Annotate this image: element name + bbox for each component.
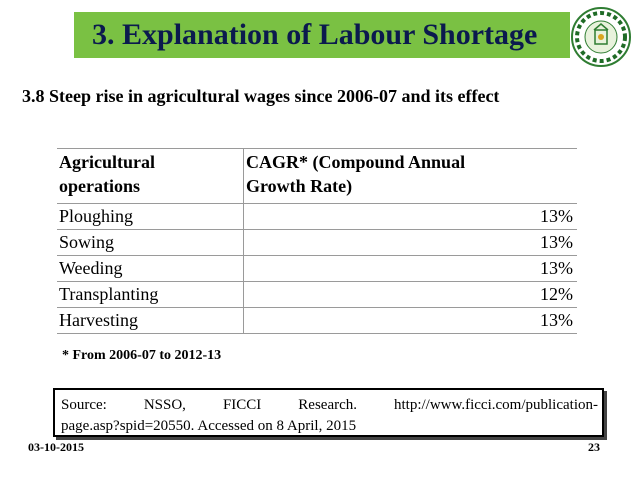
operation-cell: Transplanting: [57, 282, 244, 308]
operation-cell: Weeding: [57, 256, 244, 282]
cagr-cell: 12%: [244, 282, 578, 308]
header-cagr: CAGR* (Compound Annual Growth Rate): [244, 149, 578, 204]
cagr-cell: 13%: [244, 308, 578, 334]
cagr-cell: 13%: [244, 256, 578, 282]
institute-logo-icon: [570, 6, 632, 68]
footnote: * From 2006-07 to 2012-13: [62, 348, 222, 363]
source-line-1: Source: NSSO, FICCI Research. http://www.ficci.com/publication-: [61, 395, 598, 416]
table-row: [57, 230, 577, 256]
slide-title: 3. Explanation of Labour Shortage: [92, 18, 538, 51]
source-box: [53, 388, 604, 437]
operation-cell: Ploughing: [57, 204, 244, 230]
cagr-table: [57, 148, 577, 334]
table-row: [57, 308, 577, 334]
cagr-cell: 13%: [244, 204, 578, 230]
operation-cell: Sowing: [57, 230, 244, 256]
table-row: [57, 204, 577, 230]
table-row: [57, 256, 577, 282]
cagr-cell: 13%: [244, 230, 578, 256]
source-line-2: page.asp?spid=20550. Accessed on 8 April, 2015: [61, 418, 357, 434]
operation-cell: Harvesting: [57, 308, 244, 334]
page-number: 23: [588, 440, 600, 454]
title-banner: [74, 12, 570, 58]
section-subtitle: 3.8 Steep rise in agricultural wages since 2006-07 and its effect: [22, 86, 500, 106]
source-link[interactable]: http://www.ficci.com/publication-: [394, 397, 598, 413]
table-header-row: [57, 149, 577, 204]
slide-date: 03-10-2015: [28, 440, 84, 454]
table-row: [57, 282, 577, 308]
header-operations: Agricultural operations: [57, 149, 244, 204]
